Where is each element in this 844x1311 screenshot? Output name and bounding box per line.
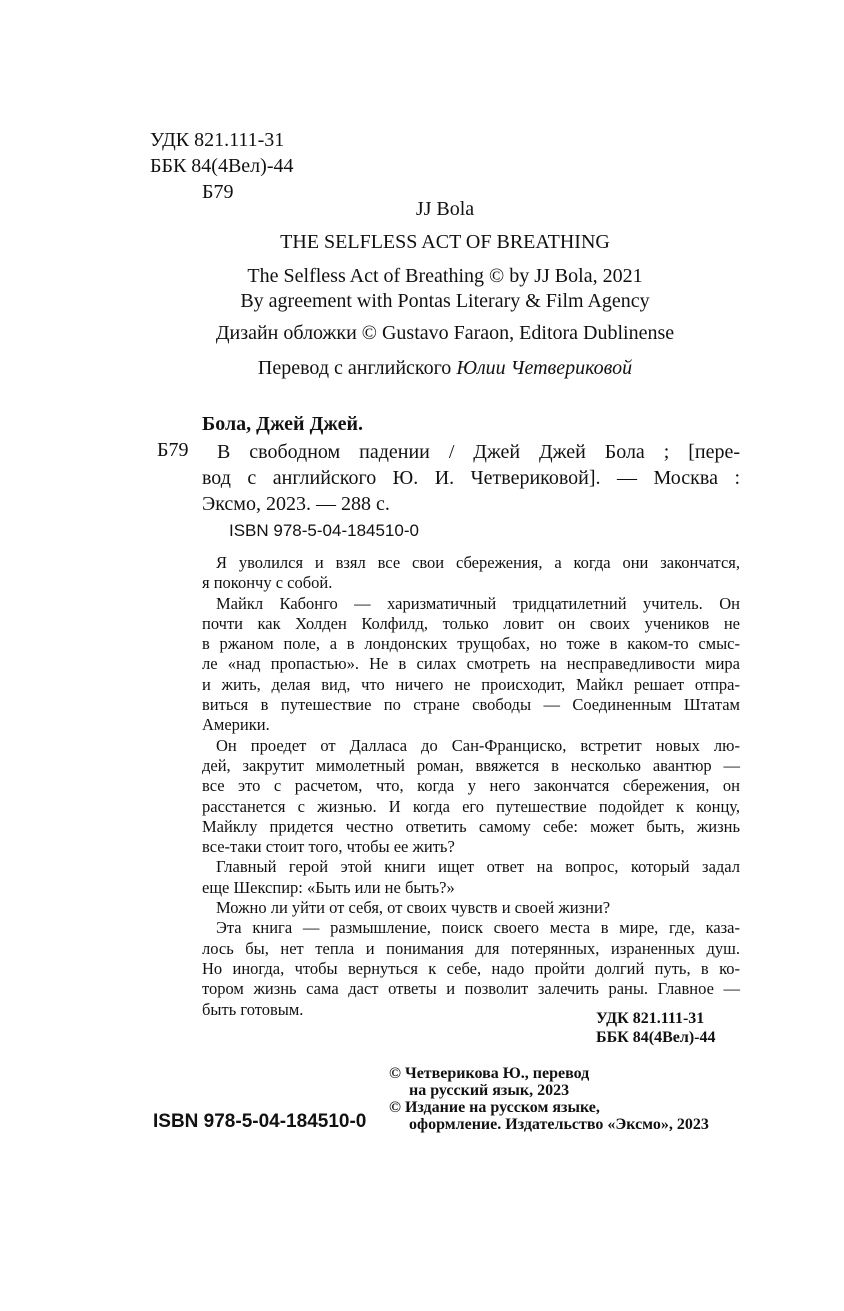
bib-isbn: ISBN 978-5-04-184510-0 <box>229 521 419 540</box>
bib-author: Бола, Джей Джей. <box>202 413 363 435</box>
footer-udk: УДК 821.111-31 <box>596 1010 705 1027</box>
translator-name: Юлии Четвериковой <box>456 357 633 379</box>
annotation: Я уволился и взял все свои сбережения, а когда они закончатся, я покончу с собой. Майкл Кабонго — харизматичный тридцатилетний учитель. Он почти как Холден Колфилд, только ловит он своих учеников не в ржаном поле, а в лондонских трущобах, но тоже в каком-то смыс- ле «над пропастью». Не в силах смотреть на несправедливости мира и жить, делая вид, что ничего не происходит, Майкл решает отпра- виться в путешествие по стране свободы — Соединенным Штатам Америки. Он проедет от Далласа до Сан-Франциско, встретит новых лю- дей, закрутит мимолетный роман, ввяжется в несколько авантюр — все это с расчетом, что, когда у него закончатся сбережения, он расстанется с жизнью. И когда его путешествие подойдет к концу, Майклу придется честно ответить самому себе: может быть, жизнь все-таки стоит того, чтобы ее жить? Главный герой этой книги ищет ответ на вопрос, который задал еще Шекспир: «Быть или не быть?» Можно ли уйти от себя, от своих чувств и своей жизни? Эта книга — размышление, поиск своего места в мире, где, каза- лось бы, нет тепла и понимания для потерянных, израненных душ. Но иногда, чтобы вернуться к себе, надо пройти долгий путь, в ко- тором жизнь сама даст ответы и позволит залечить раны. Главное — быть готовым. <box>202 553 740 1019</box>
author-sign-code: Б79 <box>202 181 234 203</box>
edition-copyright-line2: оформление. Издательство «Эксмо», 2023 <box>409 1116 709 1133</box>
original-copyright: The Selfless Act of Breathing © by JJ Bola, 2021 By agreement with Pontas Literary & Film Agency <box>240 265 650 312</box>
footer-isbn: ISBN 978-5-04-184510-0 <box>153 1111 367 1132</box>
footer-bbk: ББК 84(4Вел)-44 <box>596 1029 716 1046</box>
translation-copyright-line1: © Четверикова Ю., перевод <box>389 1065 590 1082</box>
edition-copyright-line1: © Издание на русском языке, <box>389 1099 600 1116</box>
bbk-code: ББК 84(4Вел)-44 <box>150 155 294 177</box>
udk-code: УДК 821.111-31 <box>150 129 285 151</box>
translation-copyright-line2: на русский язык, 2023 <box>409 1082 570 1099</box>
original-author: JJ Bola <box>415 198 475 220</box>
bib-description: В свободном падении / Джей Джей Бола ; [пере- вод с английского Ю. И. Четвериковой]. — Москва : Эксмо, 2023. — 288 с. <box>202 441 740 515</box>
bib-code: Б79 <box>157 439 189 461</box>
translation-credit: Перевод с английского Юлии Четвериковой <box>257 357 633 379</box>
cover-design-credit: Дизайн обложки © Gustavo Faraon, Editora Dublinense <box>215 322 675 344</box>
original-title: THE SELFLESS ACT OF BREATHING <box>280 231 610 253</box>
